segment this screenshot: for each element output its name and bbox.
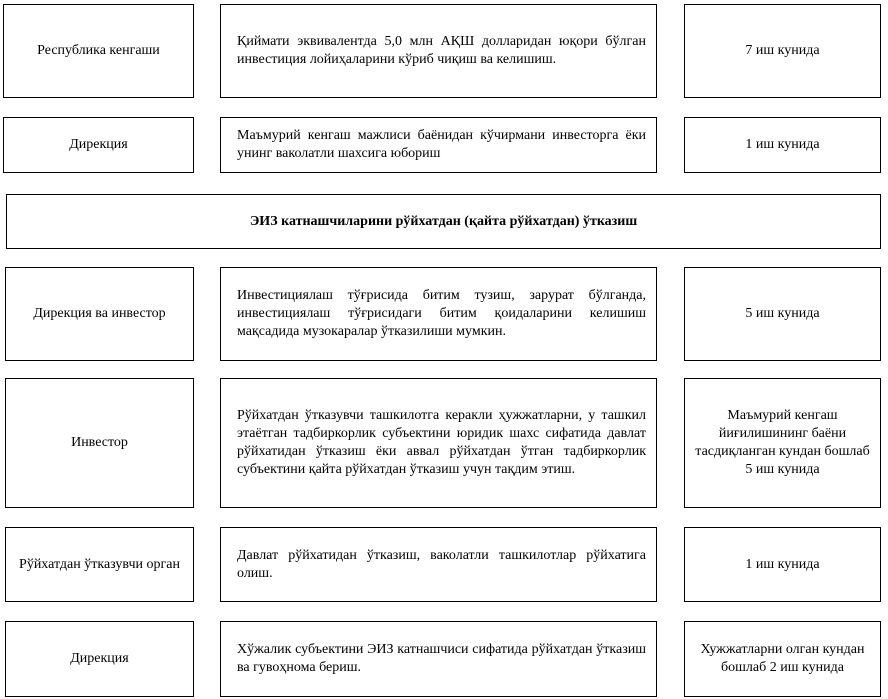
- action-text: Рўйхатдан ўтказувчи ташкилотга керакли ҳужжатларни, у ташкил этаётган тадбиркорлик субъектини юридик шахс сифатида давлат рўйхатидан ўтказиш ёки аввал рўйхатдан ўтган тадбиркорлик субъектини қайта рўйхатдан ўтказиш учун тақдим этиш.: [237, 408, 646, 477]
- action-text: Маъмурий кенгаш мажлиси баёнидан кўчирмани инвесторга ёки унинг ваколатли шахсига юбориш: [237, 128, 646, 161]
- row-4-action: [220, 527, 657, 602]
- row-0-term: [684, 4, 881, 98]
- actor-label: Рўйхатдан ўтказувчи орган: [19, 556, 180, 572]
- term-label: 7 иш кунида: [745, 43, 820, 58]
- row-1-term: [684, 117, 881, 173]
- row-1-action: [220, 117, 657, 173]
- row-2-term: [684, 267, 881, 361]
- action-text: Инвестициялаш тўғрисида битим тузиш, зарурат бўлганда, инвестициялаш тўғрисидаги битим қоидаларини келишиш мақсадида музокаралар ўтказилиши мумкин.: [237, 288, 646, 339]
- row-3-term: [684, 378, 881, 508]
- actor-label: Дирекция: [70, 651, 129, 666]
- row-5-term: [684, 621, 881, 697]
- row-5-action: [220, 621, 657, 697]
- term-label: 1 иш кунида: [745, 556, 820, 572]
- row-0-action: [220, 4, 657, 98]
- row-2-action: [220, 267, 657, 361]
- actor-label: Дирекция ва инвестор: [33, 306, 166, 321]
- row-3-action: [220, 378, 657, 508]
- term-label: 1 иш кунида: [745, 137, 820, 152]
- section-header: [6, 194, 881, 249]
- row-4-term: [684, 527, 881, 602]
- row-1-actor: [3, 117, 194, 173]
- action-text: Қиймати эквивалентда 5,0 млн АҚШ долларидан юқори бўлган инвестиция лойиҳаларини кўриб чиқиш ва келишиш.: [237, 34, 646, 67]
- row-2-actor: [5, 267, 194, 361]
- term-label: 5 иш кунида: [745, 306, 820, 321]
- action-text: Хўжалик субъектини ЭИЗ катнашчиси сифатида рўйхатдан ўтказиш ва гувоҳнома бериш.: [237, 642, 646, 675]
- section-header-text: ЭИЗ катнашчиларини рўйхатдан (қайта рўйхатдан) ўтказиш: [249, 213, 638, 229]
- term-label: Маъмурий кенгаш йиғилишининг баёни тасдиқланган кундан бошлаб 5 иш кунида: [695, 408, 870, 477]
- actor-label: Республика кенгаши: [37, 43, 160, 58]
- actor-label: Дирекция: [69, 137, 128, 152]
- row-5-actor: [5, 621, 194, 697]
- row-3-actor: [5, 378, 194, 508]
- actor-label: Инвестор: [71, 435, 128, 450]
- row-4-actor: [5, 527, 194, 602]
- row-0-actor: [3, 4, 194, 98]
- action-text: Давлат рўйхатидан ўтказиш, ваколатли ташкилотлар рўйхатига олиш.: [237, 547, 646, 581]
- term-label: Хужжатларни олган кундан бошлаб 2 иш кунида: [700, 642, 865, 675]
